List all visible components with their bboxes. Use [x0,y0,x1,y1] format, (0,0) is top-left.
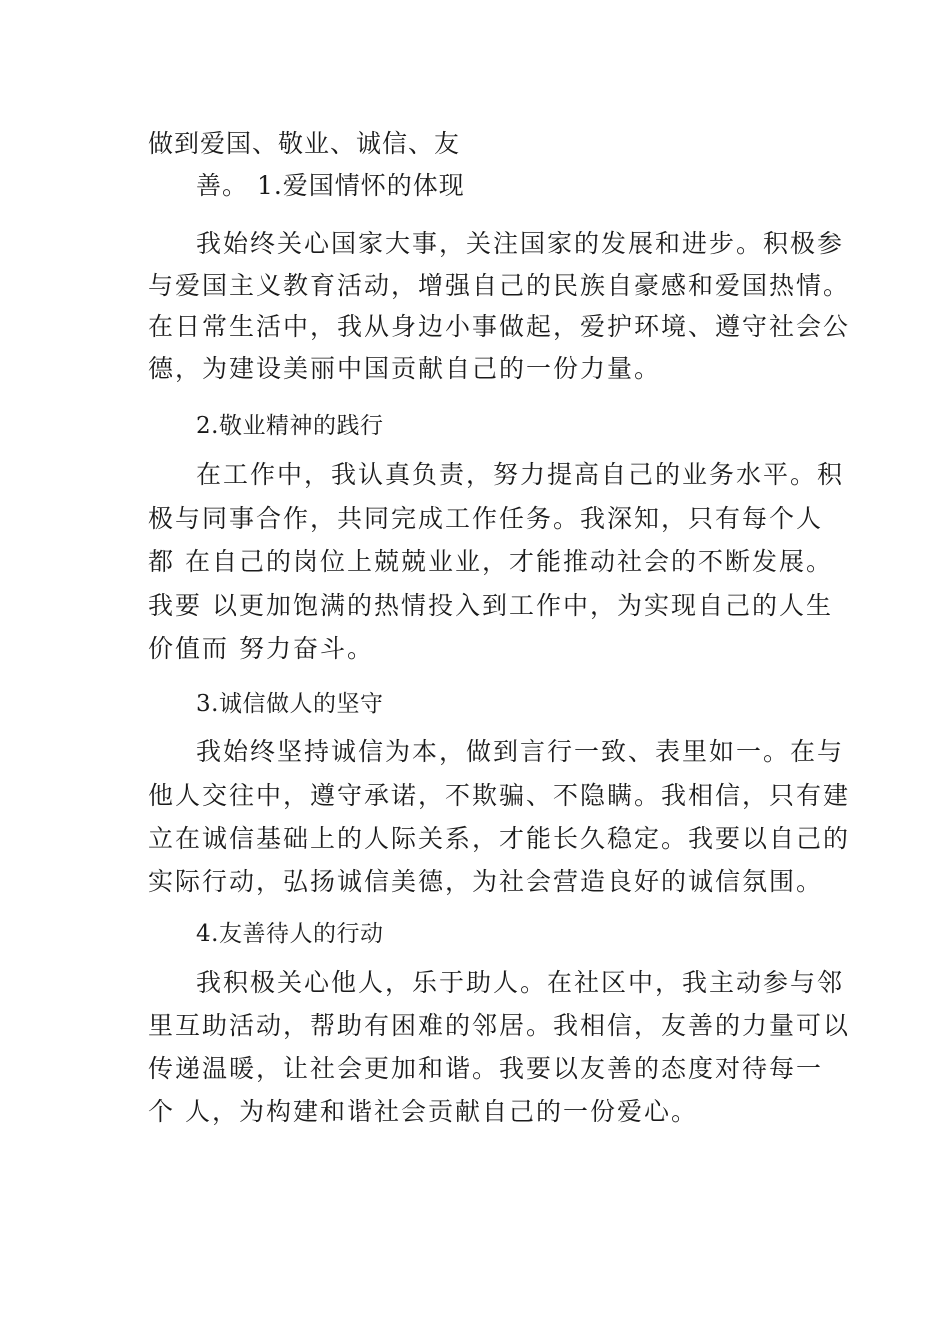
section-3-paragraph-line: 我始终坚持诚信为本，做到言行一致、表里如一。在与 [196,737,845,766]
intro-line-1: 做到爱国、敬业、诚信、友 [148,129,461,158]
section-3-paragraph-line: 他人交往中，遵守承诺，不欺骗、不隐瞒。我相信，只有建 [148,781,851,810]
section-2-paragraph-line: 我要 以更加饱满的热情投入到工作中，为实现自己的人生 [148,591,833,620]
section-1-paragraph-line: 与爱国主义教育活动，增强自己的民族自豪感和爱国热情。 [148,271,851,300]
section-3-heading: 3.诚信做人的坚守 [196,691,384,717]
section-2-paragraph-line: 在工作中，我认真负责，努力提高自己的业务水平。积 [196,460,845,489]
section-4-heading: 4.友善待人的行动 [196,921,384,947]
section-4-paragraph-line: 里互助活动，帮助有困难的邻居。我相信，友善的力量可以 [148,1011,851,1040]
section-2-heading: 2.敬业精神的践行 [196,413,384,439]
section-4-paragraph-line: 个 人，为构建和谐社会贡献自己的一份爱心。 [148,1097,698,1126]
section-2-paragraph-line: 极与同事合作，共同完成工作任务。我深知，只有每个人 [148,504,824,533]
section-4-paragraph-line: 我积极关心他人，乐于助人。在社区中，我主动参与邻 [196,968,845,997]
section-3-paragraph-line: 立在诚信基础上的人际关系，才能长久稳定。我要以自己的 [148,824,851,853]
section-3-paragraph-line: 实际行动，弘扬诚信美德，为社会营造良好的诚信氛围。 [148,867,824,896]
section-2-paragraph-line: 都 在自己的岗位上兢兢业业，才能推动社会的不断发展。 [148,547,833,576]
section-2-paragraph-line: 价值而 努力奋斗。 [148,634,374,663]
section-4-paragraph-line: 传递温暖，让社会更加和谐。我要以友善的态度对待每一 [148,1054,824,1083]
intro-line-2-section-1-heading: 善。 1.爱国情怀的体现 [196,171,465,200]
section-1-paragraph-line: 我始终关心国家大事，关注国家的发展和进步。积极参 [196,229,845,258]
section-1-paragraph-line: 在日常生活中，我从身边小事做起，爱护环境、遵守社会公 [148,312,851,341]
section-1-paragraph-line: 德，为建设美丽中国贡献自己的一份力量。 [148,354,662,383]
